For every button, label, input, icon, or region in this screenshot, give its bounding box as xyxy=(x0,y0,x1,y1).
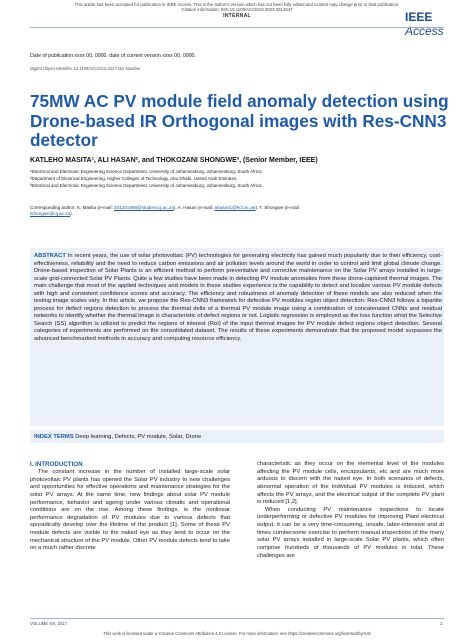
affiliation-1: ¹Electrical and Electronic Engineering Science Department, University of Johannesburg, Johannesburg, South Africa xyxy=(30,169,262,174)
section-label: INTERNAL xyxy=(223,13,251,19)
email-link-hasan[interactable]: ahasan1@hct.ac.ae xyxy=(214,205,256,210)
paper-title: 75MW AC PV module field anomaly detection using Drone-based IR Orthogonal images with Res-CNN3 detector xyxy=(30,91,449,150)
intro-paragraph-2: When conducting PV maintenance inspections to locate underperforming or defective PV modules for improving Plant electrical output, it can be a very time-consuming, unsafe, labor-intensive and at times cumbersome exercise to perform manual inspections of the many solar PV arrays installed in large-scale Solar PV plants, which often comprise hundreds of thousands of PV modules in total. These challenges are xyxy=(257,506,444,559)
page-number: 1 xyxy=(440,621,443,626)
body-column-right xyxy=(257,461,444,560)
logo-ieee: IEEE xyxy=(405,10,433,24)
corresponding-author xyxy=(30,205,450,218)
corr-mid: ), A. Hasan (e-mail: xyxy=(173,205,215,210)
corr-mid2: ), T. Shongwe (e-mail: xyxy=(255,205,300,210)
intro-paragraph-1-cont: characteristic as they occur on the elemental level of the modules affecting the PV module cells, encapsulants, etc and are much more arduous to discern with the naked eye. In both scenarios of defects, abnormal operation of the individual PV modules is induced, which affects the PV arrays, and the electrical output of the complete PV plant is reduced [1,2]. xyxy=(257,461,444,506)
volume-label: VOLUME XX, 2017 xyxy=(30,621,68,626)
section-heading-introduction: I. INTRODUCTION xyxy=(30,461,83,468)
ieee-access-logo xyxy=(405,10,474,38)
email-link-masita[interactable]: 201201568@student.uj.ac.za xyxy=(114,205,174,210)
intro-paragraph-1: The constant increase in the number of installed large-scale solar photovoltaic PV plants has opened the Solar PV industry to new challenges and opportunities for effective operations and maintenance strategies for the solar PV arrays. At the same time, new findings about solar PV module performance, behavior and ageing under various climatic and operational conditions are on the rise. Among these findings, is the nonlinear performance degradation of PV modules due to various defects that sporadically develop over the lifetime of the product [1]. Some of these PV module defects are visible to the naked eye as they tend to occur on the mechanical structure of the PV module. Other PV module defects tend to take on a much rather discrete xyxy=(30,469,230,552)
affiliation-2: ²Department of Electrical Engineering, Higher Colleges of Technology, Abu Dhabi, United Arab Emirates. xyxy=(30,176,238,181)
abstract xyxy=(34,253,442,344)
corr-tail: ). xyxy=(70,211,73,217)
logo-access: Access xyxy=(405,24,444,38)
body-column-left xyxy=(30,469,230,553)
doi-line: Digital Object Identifier 10.1109/ACCESS.2017.Doi Number xyxy=(30,66,141,71)
license-notice: This work is licensed under a Creative Commons Attribution 4.0 License. For more information, see https://creativecommons.org/licenses/by/4.0/ xyxy=(103,631,371,636)
corr-lead: Corresponding author: K. Masita (e-mail: xyxy=(30,205,114,210)
abstract-label: ABSTRACT xyxy=(34,253,66,259)
author-list: KATLEHO MASITA¹, ALI HASAN², and THOKOZANI SHONGWE³, (Senior Member, IEEE) xyxy=(30,157,318,164)
affiliation-3: ³Electrical and Electronic Engineering Science Department, University of Johannesburg, Johannesburg, South Africa xyxy=(30,183,262,188)
abstract-text: In recent years, the use of solar photovoltaic (PV) technologies for generating electricity has gained much popularity due to their efficiency, cost-effectiveness, reliability and the need to reduce carbon emissions and air pollution levels around the world in order to control and limit global climate change. Drone-based inspection of Solar Plants is an efficient method to perform preventative and corrective maintenance on the Solar PV arrays installed in large-scale grid-connected Solar PV Plants. Quite a few studies have been made in detecting PV module anomalies from these drone-captured thermal images. The main challenge that most of the applied techniques and models in these studies experience is the capability to detect and localize various PV module defects with high and consistent confidence scores and accuracy. The efficiency and robustness of anomaly detection of these models are also reduced when the testing image scales vary. In this article, we propose the Res-CNN3 framework for defective PV modules region object detection. Res-CNN3 follows a bipartite process for defect regions detection to process the thermal delts of a thermal PV module image using a combination of concatenated CNNs and residual networks to identify whether the thermal image is characteristic of defect regions or not. Logistic regression is employed as the loss function whist the Selective Search (SS) algorithm is utilized to predict the regions of interest (RoI) of the input thermal images for PV module defect regions object detection. Several categories of experiments are performed on the consolidated dataset. The results of these experiments demonstrate that the proposed model surpasses the advanced benchmarked methods in accuracy and computing resource efficiency. xyxy=(34,253,442,343)
footer-rule xyxy=(30,618,444,619)
header-rule xyxy=(30,27,444,28)
publication-dates: Date of publication xxxx 00, 0000, date of current version xxxx 00, 0000. xyxy=(30,53,196,59)
index-terms xyxy=(34,434,201,440)
email-link-shongwe[interactable]: tshongwe@uj.ac.za xyxy=(30,211,71,217)
index-terms-label: INDEX TERMS xyxy=(34,434,74,440)
index-terms-text: Deep learning, Defects, PV module, Solar, Drone xyxy=(75,434,202,440)
publication-notice: This article has been accepted for publication in IEEE Access. This is the author's version which has not been fully edited and content may change prior to final publication. Citation information: DOI 10.1109/ACCESS.2023.3314547 xyxy=(74,2,400,13)
